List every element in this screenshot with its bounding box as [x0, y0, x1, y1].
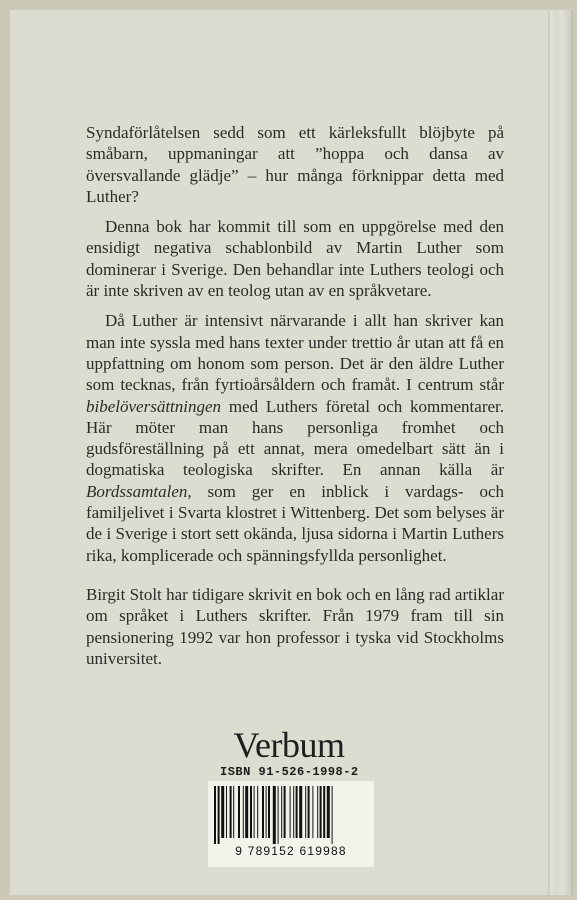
barcode-bar	[214, 786, 216, 844]
barcode-bar	[238, 786, 240, 838]
barcode-bar	[245, 786, 248, 838]
author-bio: Birgit Stolt har tidigare skrivit en bok och en lång rad artiklar om språket i Luthers skrifter. Från 1979 fram till sin pensionering 1992 var hon professor i tyska vid Stockholms universitet.	[86, 584, 504, 668]
barcode-bar	[250, 786, 252, 838]
barcode-bar	[317, 786, 318, 838]
bibeloversattningen-title: bibelöversättningen	[86, 396, 222, 416]
publisher-logo: Verbum	[233, 725, 345, 765]
barcode-bars	[214, 786, 368, 844]
barcode-bar	[312, 786, 313, 838]
barcode-digits: 9 789152 619988	[235, 844, 347, 858]
isbn-label: ISBN 91-526-1998-2	[220, 765, 359, 779]
barcode-bar	[305, 786, 306, 838]
blurb-paragraph-3-part-3: , som ger en inblick i vardags- och familjelivet i Svarta klostret i Wittenberg. Det som belyses är de i Sverige i stort sett okända, ljusa sidorna i Martin Luthers rika, komplicerade och spänningsfyllda personlighet.	[86, 481, 504, 565]
barcode-bar	[266, 786, 267, 838]
barcode-bar	[257, 786, 258, 838]
blurb-paragraph-2: Denna bok har kommit till som en uppgörelse med den ensidigt negativa schablonbild av Martin Luther som dominerar i Sverige. Den behandlar inte Luthers teologi och är inte skriven av en teolog utan av en språkvetare.	[86, 217, 504, 301]
barcode-bar	[281, 786, 282, 838]
barcode-bar	[284, 786, 286, 838]
bordssamtalen-title: Bordssamtalen	[86, 481, 188, 501]
barcode-bar	[332, 786, 333, 844]
barcode-bar	[221, 786, 224, 838]
barcode-bar	[243, 786, 244, 838]
barcode-bar	[278, 786, 279, 844]
barcode-bar	[323, 786, 325, 838]
barcode-bar	[218, 786, 220, 844]
barcode-bar	[293, 786, 294, 838]
back-cover	[10, 10, 548, 895]
barcode	[208, 781, 374, 867]
barcode-bar	[233, 786, 234, 838]
barcode-bar	[290, 786, 291, 838]
blurb-paragraph-3-part-1: Då Luther är intensivt närvarande i allt han skriver kan man inte syssla med hans texter under trettio år utan att få en uppfattning om honom som person. Det är den äldre Luther som tecknas, från fyrtioårsåldern och framåt. I centrum står	[86, 311, 504, 395]
barcode-bar	[299, 786, 302, 838]
spine-edge	[548, 10, 573, 895]
blurb-text	[86, 122, 504, 678]
barcode-bar	[327, 786, 330, 838]
blurb-paragraph-1: Syndaförlåtelsen sedd som ett kärleksfullt blöjbyte på småbarn, uppmaningar att ”hoppa och dansa av översvallande glädje” – hur många förknippar detta med Luther?	[86, 123, 504, 206]
barcode-bar	[268, 786, 270, 838]
barcode-bar	[254, 786, 255, 838]
barcode-bar	[226, 786, 227, 838]
barcode-bar	[320, 786, 322, 838]
barcode-bar	[262, 786, 264, 838]
barcode-bar	[296, 786, 298, 838]
barcode-bar	[308, 786, 310, 838]
barcode-bar	[230, 786, 232, 838]
barcode-bar	[273, 786, 276, 844]
blurb-paragraph-3-part-2: med Luthers företal och kommentarer. Här möter man hans personliga fromhet och gudsföreställning på ett annat, mera omedelbart sätt än i dogmatiska teologiska skrifter. En annan källa är	[86, 396, 504, 480]
blurb-paragraph-3	[86, 310, 504, 566]
